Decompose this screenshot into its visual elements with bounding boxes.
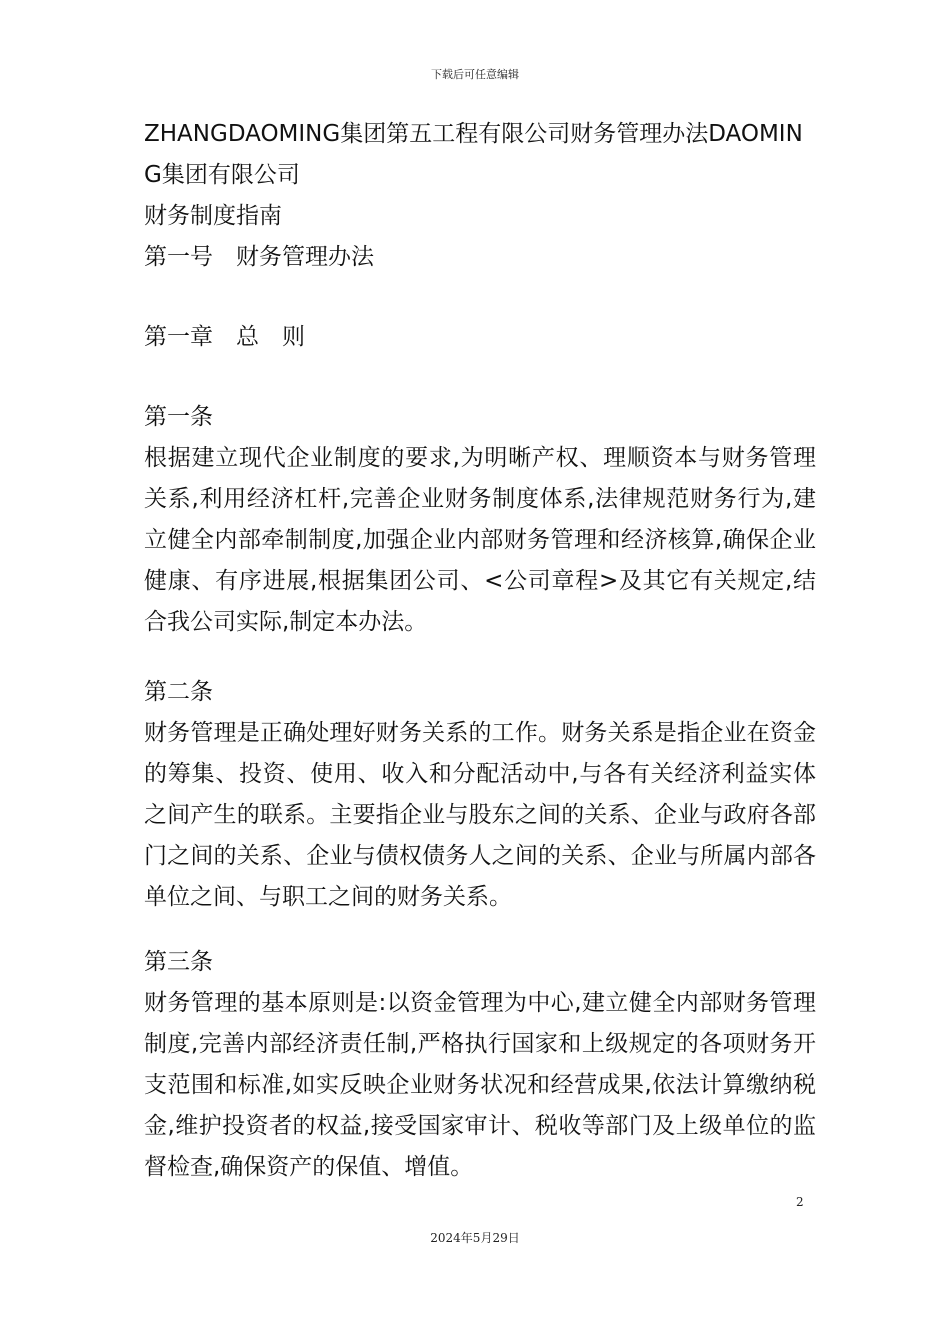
spacer	[144, 918, 816, 942]
document-subtitle: 财务制度指南	[144, 203, 282, 229]
article-3-heading: 第三条	[144, 949, 213, 975]
spacer	[144, 358, 816, 397]
document-body	[144, 114, 816, 1188]
spacer	[144, 643, 816, 672]
chapter-heading: 第一章 总 则	[144, 324, 305, 350]
spacer	[144, 278, 816, 317]
article-3-body: 财务管理的基本原则是:以资金管理为中心,建立健全内部财务管理制度,完善内部经济责任制,严格执行国家和上级规定的各项财务开支范围和标准,如实反映企业财务状况和经营成果,依法计算缴纳税金,维护投资者的权益,接受国家审计、税收等部门及上级单位的监督检查,确保资产的保值、增值。	[144, 990, 816, 1180]
article-1-body: 根据建立现代企业制度的要求,为明晰产权、理顺资本与财务管理关系,利用经济杠杆,完善企业财务制度体系,法律规范财务行为,建立健全内部牵制制度,加强企业内部财务管理和经济核算,确保企业健康、有序进展,根据集团公司、<公司章程>及其它有关规定,结合我公司实际,制定本办法。	[144, 445, 816, 635]
article-2-body: 财务管理是正确处理好财务关系的工作。财务关系是指企业在资金的筹集、投资、使用、收入和分配活动中,与各有关经济利益实体之间产生的联系。主要指企业与股东之间的关系、企业与政府各部门之间的关系、企业与债权债务人之间的关系、企业与所属内部各单位之间、与职工之间的财务关系。	[144, 720, 816, 910]
footer-date: 2024年5月29日	[430, 1231, 520, 1245]
document-title: ZHANGDAOMING集团第五工程有限公司财务管理办法DAOMING集团有限公司	[144, 121, 803, 188]
header-note: 下载后可任意编辑	[431, 68, 519, 81]
document-number-line: 第一号 财务管理办法	[144, 244, 374, 270]
page-number: 2	[796, 1195, 804, 1209]
article-1-heading: 第一条	[144, 404, 213, 430]
article-2-heading: 第二条	[144, 679, 213, 705]
